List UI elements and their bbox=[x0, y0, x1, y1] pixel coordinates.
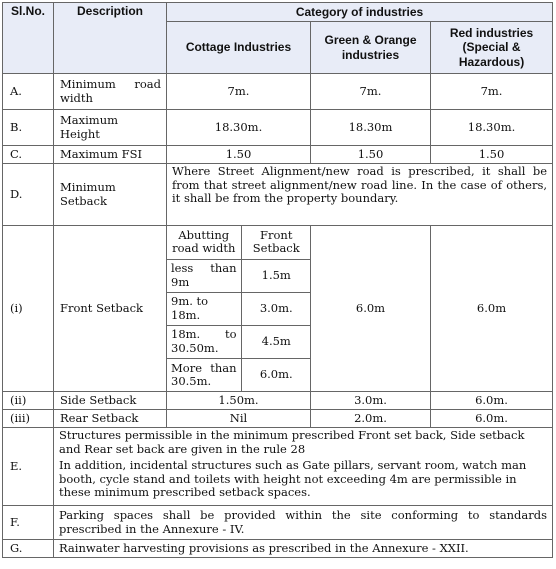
row-c bbox=[3, 146, 553, 164]
subtable-road-width: less than 9m bbox=[167, 259, 241, 292]
row-c-green: 1.50 bbox=[311, 146, 431, 164]
row-d bbox=[3, 164, 553, 226]
subtable-header-front-setback: Front Setback bbox=[241, 226, 311, 259]
subtable-row bbox=[167, 292, 311, 325]
subtable-row bbox=[167, 358, 311, 391]
row-iii-desc: Rear Setback bbox=[54, 410, 167, 428]
header-green-orange: Green & Orange industries bbox=[311, 22, 431, 74]
row-b-green: 18.30m bbox=[311, 110, 431, 146]
row-e-text bbox=[54, 428, 553, 506]
subtable-road-width: More than 30.5m. bbox=[167, 358, 241, 391]
header-description: Description bbox=[54, 3, 167, 74]
row-ii bbox=[3, 392, 553, 410]
row-b-red: 18.30m. bbox=[431, 110, 553, 146]
row-iii-red: 6.0m. bbox=[431, 410, 553, 428]
row-c-sl: C. bbox=[3, 146, 54, 164]
row-a-green: 7m. bbox=[311, 74, 431, 110]
row-g bbox=[3, 540, 553, 558]
subtable-setback: 1.5m bbox=[241, 259, 311, 292]
row-i-red: 6.0m bbox=[431, 226, 553, 392]
row-c-cottage: 1.50 bbox=[167, 146, 311, 164]
front-setback-subtable bbox=[167, 226, 311, 391]
row-e bbox=[3, 428, 553, 506]
row-a bbox=[3, 74, 553, 110]
row-ii-cottage: 1.50m. bbox=[167, 392, 311, 410]
row-iii-sl: (iii) bbox=[3, 410, 54, 428]
row-a-desc: Minimum road width bbox=[54, 74, 167, 110]
row-ii-red: 6.0m. bbox=[431, 392, 553, 410]
header-red: Red industries (Special & Hazardous) bbox=[431, 22, 553, 74]
row-ii-desc: Side Setback bbox=[54, 392, 167, 410]
row-e-paragraph-1: Structures permissible in the minimum prescribed Front set back, Side setback and Rear set back are given in the rule 28 bbox=[59, 428, 525, 456]
row-d-sl: D. bbox=[3, 164, 54, 226]
subtable-row bbox=[167, 325, 311, 358]
subtable-setback: 4.5m bbox=[241, 325, 311, 358]
row-a-red: 7m. bbox=[431, 74, 553, 110]
row-d-desc: Minimum Setback bbox=[54, 164, 167, 226]
row-f bbox=[3, 506, 553, 540]
header-category: Category of industries bbox=[167, 3, 553, 22]
row-g-sl: G. bbox=[3, 540, 54, 558]
row-g-text: Rainwater harvesting provisions as prescribed in the Annexure - XXII. bbox=[54, 540, 553, 558]
subtable-header-road-width: Abutting road width bbox=[167, 226, 241, 259]
row-b-cottage: 18.30m. bbox=[167, 110, 311, 146]
front-setback-cell bbox=[167, 226, 311, 392]
row-c-desc: Maximum FSI bbox=[54, 146, 167, 164]
row-i-green: 6.0m bbox=[311, 226, 431, 392]
industries-regulation-table bbox=[2, 2, 553, 558]
row-a-sl: A. bbox=[3, 74, 54, 110]
subtable-setback: 3.0m. bbox=[241, 292, 311, 325]
row-f-sl: F. bbox=[3, 506, 54, 540]
row-i-sl: (i) bbox=[3, 226, 54, 392]
header-row bbox=[3, 3, 553, 22]
row-ii-sl: (ii) bbox=[3, 392, 54, 410]
subtable-road-width: 18m. to 30.50m. bbox=[167, 325, 241, 358]
header-cottage: Cottage Industries bbox=[167, 22, 311, 74]
row-a-cottage: 7m. bbox=[167, 74, 311, 110]
row-iii-cottage: Nil bbox=[167, 410, 311, 428]
row-b bbox=[3, 110, 553, 146]
subtable-row bbox=[167, 259, 311, 292]
header-sl-no: Sl.No. bbox=[3, 3, 54, 74]
row-i-desc: Front Setback bbox=[54, 226, 167, 392]
row-i bbox=[3, 226, 553, 392]
row-f-text: Parking spaces shall be provided within the site conforming to standards prescribed in the Annexure - IV. bbox=[54, 506, 553, 540]
subtable-road-width: 9m. to 18m. bbox=[167, 292, 241, 325]
industries-regulation-table-wrapper bbox=[2, 2, 553, 558]
row-e-sl: E. bbox=[3, 428, 54, 506]
subtable-header-row bbox=[167, 226, 311, 259]
row-e-paragraph-2: In addition, incidental structures such as Gate pillars, servant room, watch man booth, cycle stand and toilets with height not exceeding 4m are permissible in these minimum prescribed setback spaces. bbox=[59, 458, 527, 500]
row-b-desc: Maximum Height bbox=[54, 110, 167, 146]
row-iii-green: 2.0m. bbox=[311, 410, 431, 428]
row-d-text: Where Street Alignment/new road is prescribed, it shall be from that street alignment/new road line. In the case of others, it shall be from the property boundary. bbox=[167, 164, 553, 226]
row-c-red: 1.50 bbox=[431, 146, 553, 164]
row-b-sl: B. bbox=[3, 110, 54, 146]
row-ii-green: 3.0m. bbox=[311, 392, 431, 410]
subtable-setback: 6.0m. bbox=[241, 358, 311, 391]
row-iii bbox=[3, 410, 553, 428]
